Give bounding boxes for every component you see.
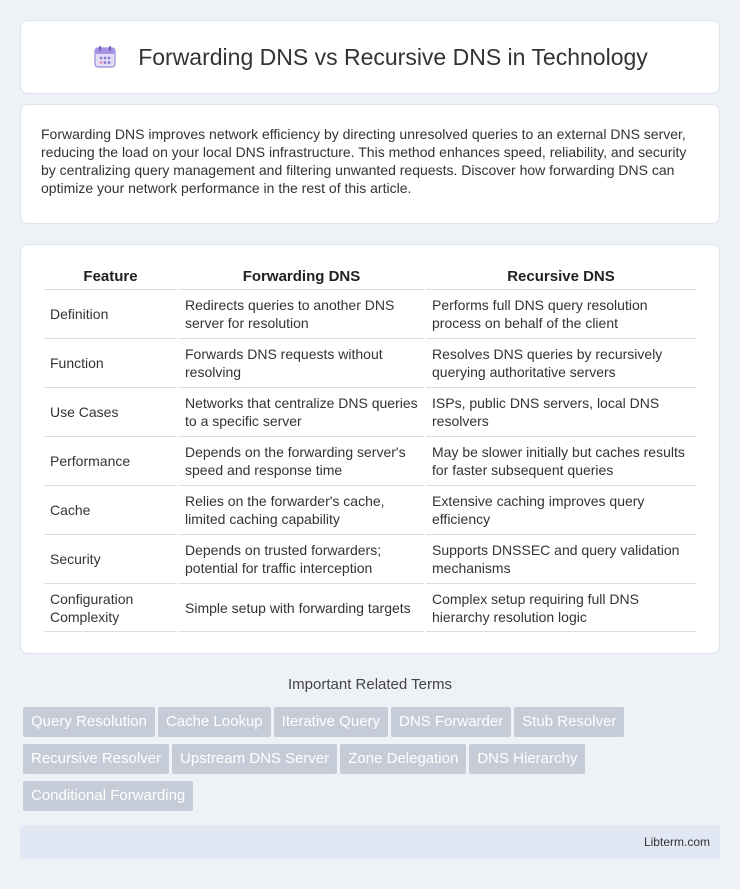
table-row	[44, 485, 696, 534]
forwarding-cell: Simple setup with forwarding targets	[179, 583, 424, 632]
recursive-cell: Extensive caching improves query efficiency	[426, 485, 696, 534]
recursive-cell: Complex setup requiring full DNS hierarchy resolution logic	[426, 583, 696, 632]
table-row	[44, 436, 696, 485]
comparison-card	[20, 244, 720, 654]
forwarding-cell: Depends on trusted forwarders; potential for traffic interception	[179, 534, 424, 583]
feature-cell: Cache	[44, 485, 177, 534]
forwarding-cell: Redirects queries to another DNS server for resolution	[179, 289, 424, 338]
forwarding-cell: Depends on the forwarding server's speed and response time	[179, 436, 424, 485]
related-term-tag[interactable]: Iterative Query	[274, 707, 388, 737]
feature-cell: Use Cases	[44, 387, 177, 436]
recursive-cell: ISPs, public DNS servers, local DNS resolvers	[426, 387, 696, 436]
forwarding-cell: Networks that centralize DNS queries to a specific server	[179, 387, 424, 436]
related-term-tag[interactable]: DNS Hierarchy	[469, 744, 585, 774]
forwarding-cell: Relies on the forwarder's cache, limited caching capability	[179, 485, 424, 534]
comparison-table	[42, 265, 698, 632]
feature-cell: Performance	[44, 436, 177, 485]
related-term-tag[interactable]: Upstream DNS Server	[172, 744, 337, 774]
header-forwarding-dns: Forwarding DNS	[242, 267, 361, 285]
intro-card	[20, 104, 720, 224]
table-row	[44, 534, 696, 583]
related-term-tag[interactable]: Stub Resolver	[514, 707, 624, 737]
related-term-tag[interactable]: Conditional Forwarding	[23, 781, 193, 811]
table-row	[44, 289, 696, 338]
feature-cell: Configuration Complexity	[44, 583, 177, 632]
table-row	[44, 387, 696, 436]
related-term-tag[interactable]: Zone Delegation	[340, 744, 466, 774]
calendar-icon	[92, 44, 118, 70]
header-card	[20, 20, 720, 94]
related-terms-list	[23, 707, 723, 818]
footer-site-link[interactable]: Libterm.com	[643, 835, 710, 849]
table-row	[44, 583, 696, 632]
recursive-cell: Resolves DNS queries by recursively querying authoritative servers	[426, 338, 696, 387]
related-term-tag[interactable]: DNS Forwarder	[391, 707, 511, 737]
related-term-tag[interactable]: Cache Lookup	[158, 707, 271, 737]
related-terms-title: Important Related Terms	[288, 676, 452, 693]
header-recursive-dns: Recursive DNS	[507, 267, 615, 285]
recursive-cell: Supports DNSSEC and query validation mechanisms	[426, 534, 696, 583]
recursive-cell: Performs full DNS query resolution process on behalf of the client	[426, 289, 696, 338]
related-term-tag[interactable]: Query Resolution	[23, 707, 155, 737]
related-term-tag[interactable]: Recursive Resolver	[23, 744, 169, 774]
table-header-row	[44, 265, 696, 289]
intro-text: Forwarding DNS improves network efficiency by directing unresolved queries to an external DNS server, reducing the load on your local DNS infrastructure. This method enhances speed, reliability, and security by centralizing query management and filtering unwanted requests. Discover how forwarding DNS can optimize your network performance in the rest of this article.	[41, 126, 687, 196]
forwarding-cell: Forwards DNS requests without resolving	[179, 338, 424, 387]
feature-cell: Function	[44, 338, 177, 387]
page-title: Forwarding DNS vs Recursive DNS in Technology	[138, 43, 648, 70]
table-row	[44, 338, 696, 387]
feature-cell: Definition	[44, 289, 177, 338]
header-feature: Feature	[83, 267, 138, 285]
feature-cell: Security	[44, 534, 177, 583]
footer	[20, 825, 720, 859]
recursive-cell: May be slower initially but caches results for faster subsequent queries	[426, 436, 696, 485]
